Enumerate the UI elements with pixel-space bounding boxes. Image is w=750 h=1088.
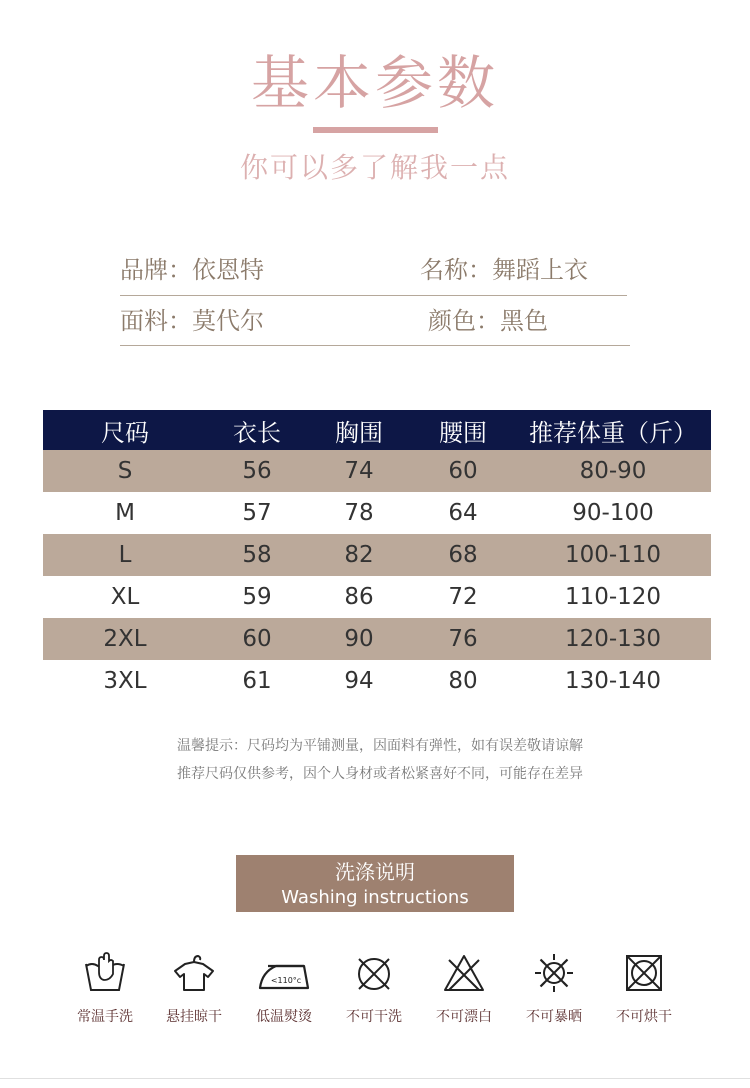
no-sun-icon: [531, 952, 577, 994]
header-cell-waist: 腰围: [439, 418, 487, 447]
size-note: 推荐尺码仅供参考，因个人身材或者松紧喜好不同，可能存在差异: [177, 766, 583, 782]
param-divider: [120, 345, 630, 346]
washing-instructions-banner: [236, 855, 514, 912]
care-item-no-sun: [509, 952, 599, 1026]
table-cell: S: [117, 458, 133, 484]
no-dry-clean-icon: [351, 952, 397, 994]
table-cell: 58: [242, 542, 272, 568]
table-cell: 72: [448, 584, 478, 610]
table-row: [43, 660, 711, 702]
care-label: 不可干洗: [346, 1009, 402, 1025]
washing-title-cn: 洗涤说明: [335, 860, 415, 884]
care-item-no-dry-clean: [329, 952, 419, 1026]
bottom-divider: [0, 1078, 750, 1079]
table-cell: 110-120: [564, 584, 662, 610]
table-row: [43, 450, 711, 492]
care-label: 悬挂晾干: [166, 1009, 222, 1025]
table-row: [43, 618, 711, 660]
care-label: 常温手洗: [77, 1009, 133, 1025]
table-cell: 86: [344, 584, 374, 610]
header-cell-chest: 胸围: [335, 418, 383, 447]
care-item-no-tumble-dry: [599, 952, 689, 1026]
page-subtitle: 你可以多了解我一点: [239, 151, 510, 184]
care-item-hang-dry: [149, 952, 239, 1026]
table-row: [43, 534, 711, 576]
care-item-hand-wash: [60, 952, 150, 1026]
size-table-header: [43, 410, 711, 450]
table-cell: 59: [242, 584, 272, 610]
param-color: 颜色：黑色: [428, 307, 548, 335]
table-cell: 80: [448, 668, 478, 694]
table-row: [43, 492, 711, 534]
param-brand: 品牌：依恩特: [120, 256, 264, 284]
table-cell: 130-140: [564, 668, 662, 694]
header-cell-size: 尺码: [101, 418, 149, 447]
low-iron-icon: [254, 952, 314, 994]
hand-wash-icon: [82, 952, 128, 994]
washing-title-en: Washing instructions: [281, 887, 469, 908]
table-cell: 2XL: [103, 626, 147, 652]
table-cell: 60: [242, 626, 272, 652]
table-cell: 64: [448, 500, 478, 526]
header-cell-length: 衣长: [233, 418, 281, 447]
table-cell: 56: [242, 458, 272, 484]
param-divider: [120, 295, 627, 296]
table-cell: 120-130: [564, 626, 662, 652]
page-title: 基本参数: [250, 49, 499, 117]
table-cell: 60: [448, 458, 478, 484]
no-tumble-dry-icon: [621, 952, 667, 994]
size-note: 温馨提示：尺码均为平铺测量，因面料有弹性，如有误差敬请谅解: [177, 738, 583, 754]
size-table: [43, 410, 711, 702]
care-label: 低温熨烫: [256, 1009, 312, 1025]
table-cell: 61: [242, 668, 272, 694]
table-cell: 68: [448, 542, 478, 568]
table-cell: L: [118, 542, 132, 568]
table-cell: XL: [110, 584, 140, 610]
title-underline: [313, 127, 438, 133]
param-name: 名称：舞蹈上衣: [420, 256, 588, 284]
care-label: 不可漂白: [436, 1009, 492, 1025]
hang-dry-icon: [171, 952, 217, 994]
table-cell: 78: [344, 500, 374, 526]
table-cell: 74: [344, 458, 374, 484]
care-label: 不可烘干: [616, 1009, 672, 1025]
table-cell: M: [115, 500, 135, 526]
iron-temp-label: <110°c: [270, 976, 302, 985]
table-cell: 57: [242, 500, 272, 526]
table-cell: 3XL: [103, 668, 147, 694]
table-cell: 82: [344, 542, 374, 568]
care-item-low-iron: [239, 952, 329, 1026]
care-item-no-bleach: [419, 952, 509, 1026]
no-bleach-icon: [441, 952, 487, 994]
header-cell-weight: 推荐体重（斤）: [529, 418, 697, 447]
param-fabric: 面料：莫代尔: [120, 307, 264, 335]
table-cell: 90-100: [572, 500, 654, 526]
table-cell: 94: [344, 668, 374, 694]
care-label: 不可暴晒: [526, 1009, 582, 1025]
table-cell: 100-110: [564, 542, 662, 568]
table-cell: 76: [448, 626, 478, 652]
table-cell: 90: [344, 626, 374, 652]
table-cell: 80-90: [579, 458, 647, 484]
table-row: [43, 576, 711, 618]
